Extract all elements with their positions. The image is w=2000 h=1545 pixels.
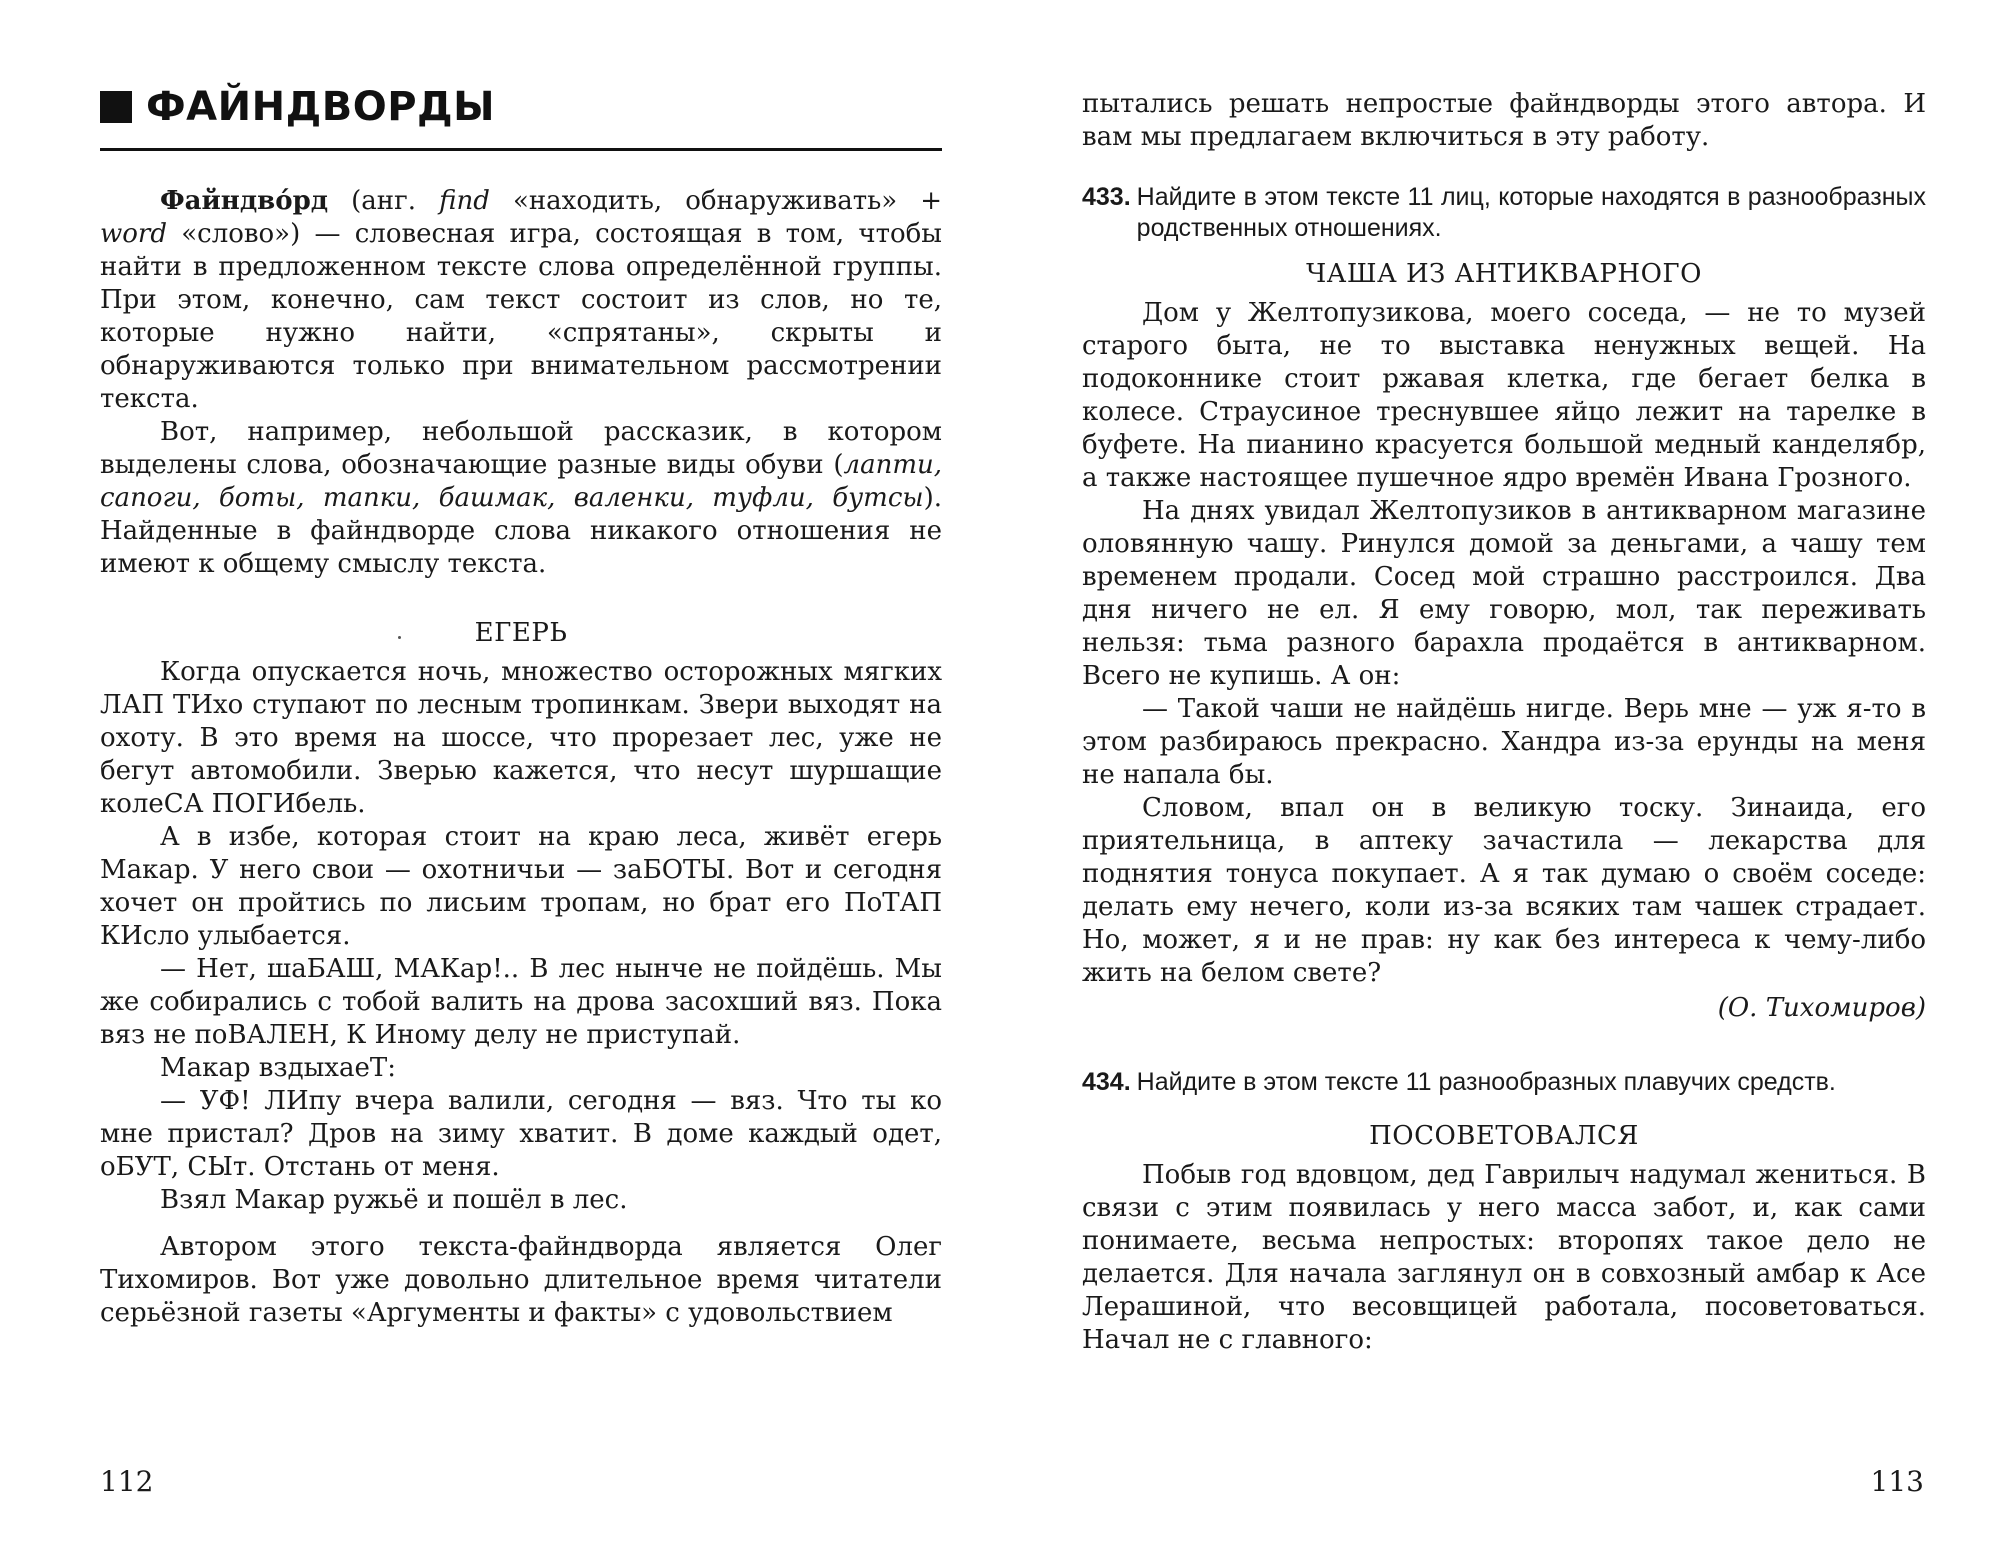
chapter-title — [100, 78, 942, 136]
story-paragraph: Дом у Желтопузикова, моего соседа, — не то музей старого быта, не то выставка ненужных вещей. На подоконнике стоит ржавая клетка, где бегает белка в колесе. Страусиное треснувшее яйцо лежит на тарелке в буфете. На пианино красуется большой медный канделябр, а также настоящее пушечное ядро времён Ивана Грозного. — [1082, 298, 1926, 493]
definition-text: «находить, обнаруживать» + — [489, 186, 943, 216]
story-title: ЧАША ИЗ АНТИКВАРНОГО — [1306, 259, 1702, 289]
exercise-text: Найдите в этом тексте 11 разнообразных плавучих средств. — [1136, 1068, 1836, 1096]
chapter-title-text: ФАЙНДВОРДЫ — [146, 84, 496, 130]
story-paragraph: — Нет, шаБАШ, МАКар!.. В лес нынче не пойдёшь. Мы же собирались с тобой валить на дрова засохший вяз. Пока вяз не поВАЛЕН, К Иному делу не приступай. — [100, 954, 942, 1050]
intro-text: ). Найденные в файндворде слова никакого отношения не имеют к общему смыслу текста. — [100, 483, 942, 579]
author-note-paragraph: Автором этого текста-файндворда является Олег Тихомиров. Вот уже довольно длительное время читатели серьёзной газеты «Аргументы и факты» с удовольствием — [100, 1232, 942, 1328]
definition-text: «слово») — словесная игра, состоящая в том, чтобы найти в предложенном тексте слова определённой группы. При этом, конечно, сам текст состоит из слов, но те, которые нужно найти, «спрятаны», скрыты и обнаруживаются только при внимательном рассмотрении текста. — [100, 219, 942, 414]
story-paragraph: — Такой чаши не найдёшь нигде. Верь мне — уж я-то в этом разбираюсь прекрасно. Хандра из-за ерунды на меня не напала бы. — [1082, 694, 1926, 790]
exercise-434 — [1082, 1067, 1926, 1098]
page-number: 112 — [100, 1465, 154, 1498]
story-paragraph: Макар вздыхаеТ: — [160, 1053, 396, 1083]
story-paragraph: А в избе, которая стоит на краю леса, живёт егерь Макар. У него свои — охотничьи — заБОТЫ. Вот и сегодня хочет он пройтись по лисьим тропам, но брат его ПоТАП КИсло улыбается. — [100, 822, 942, 951]
exercise-number: 433. — [1082, 183, 1131, 211]
story-paragraph: — УФ! ЛИпу вчера валили, сегодня — вяз. Что ты ко мне пристал? Дров на зиму хватит. В доме каждый одет, оБУТ, СЫт. Отстань от меня. — [100, 1086, 942, 1182]
exercise-number: 434. — [1082, 1068, 1131, 1096]
intro-paragraph — [100, 416, 942, 581]
story-paragraph: Взял Макар ружьё и пошёл в лес. — [160, 1185, 628, 1215]
story-title: ЕГЕРЬ — [474, 618, 568, 648]
definition-term: Файндво́рд — [160, 186, 329, 216]
right-page-content — [1082, 88, 1926, 1357]
etymology-word: word — [100, 219, 167, 249]
page-number: 113 — [1870, 1465, 1924, 1498]
etymology-find: find — [439, 186, 490, 216]
exercise-text: Найдите в этом тексте 11 лиц, которые находятся в разнообразных родственных отношениях. — [1136, 183, 1926, 242]
definition-paragraph — [100, 185, 942, 416]
story-author: (О. Тихомиров) — [1717, 993, 1926, 1023]
continuation-paragraph: пытались решать непростые файндворды этого автора. И вам мы предлагаем включиться в эту работу. — [1082, 89, 1926, 152]
print-speck — [398, 636, 401, 639]
chapter-rule — [100, 148, 942, 151]
story-title: ПОСОВЕТОВАЛСЯ — [1369, 1121, 1639, 1151]
story-paragraph: Побыв год вдовцом, дед Гаврилыч надумал жениться. В связи с этим появилась у него масса забот, и, как сами понимаете, весьма непростых: второпях такое дело не делается. Для начала заглянул он в совхозный амбар к Асе Лерашиной, что весовщицей работала, посоветоваться. Начал не с главного: — [1082, 1160, 1926, 1355]
story-paragraph: Словом, впал он в великую тоску. Зинаида, его приятельница, в аптеку зачастила — лекарства для поднятия тонуса покупает. А я так думаю о своём соседе: делать ему нечего, коли из-за всяких там чашек страдает. Но, может, я и не прав: ну как без интереса к чему-либо жить на белом свете? — [1082, 793, 1926, 988]
story-paragraph: Когда опускается ночь, множество осторожных мягких ЛАП ТИхо ступают по лесным тропинкам. Звери выходят на охоту. В это время на шоссе, что прорезает лес, уже не бегут автомобили. Зверью кажется, что несут шуршащие колеСА ПОГИбель. — [100, 657, 942, 819]
left-page-content — [100, 78, 942, 1330]
shoe-examples: лапти, сапоги, боты, тапки, башмак, валенки, туфли, бутсы — [100, 450, 942, 513]
definition-text: (анг. — [328, 186, 440, 216]
right-page — [1000, 0, 2000, 1545]
square-bullet-icon — [100, 91, 132, 123]
exercise-433 — [1082, 182, 1926, 244]
story-paragraph: На днях увидал Желтопузиков в антикварном магазине оловянную чашу. Ринулся домой за деньгами, а чашу тем временем продали. Сосед мой страшно расстроился. Два дня ничего не ел. Я ему говорю, мол, так переживать нельзя: тьма разного барахла продаётся в антикварном. Всего не купишь. А он: — [1082, 496, 1926, 691]
intro-text: Вот, например, небольшой рассказик, в котором выделены слова, обозначающие разные виды обуви ( — [100, 417, 942, 480]
